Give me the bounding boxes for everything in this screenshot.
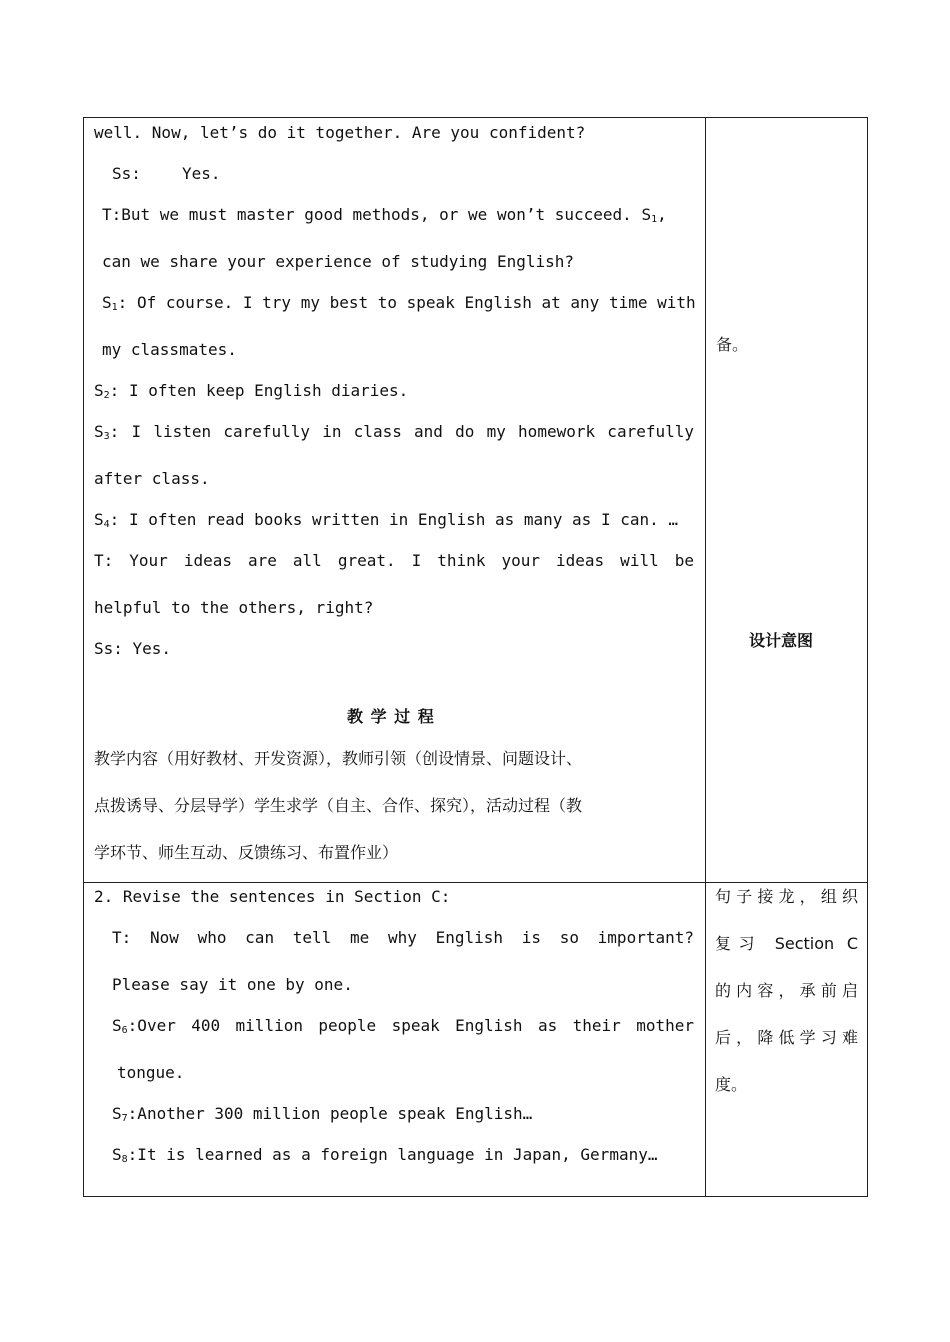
- dialogue-line: T: Now who can tell me why English is so important?: [112, 928, 694, 947]
- dialogue-line: Please say it one by one.: [112, 975, 353, 994]
- dialogue-line: can we share your experience of studying English?: [102, 252, 575, 271]
- side-note: 度。: [715, 1075, 748, 1094]
- side-note: 后，降低学习难: [715, 1028, 858, 1047]
- dialogue-line: after class.: [94, 469, 210, 488]
- dialogue-line: tongue.: [117, 1063, 185, 1082]
- dialogue-line: helpful to the others, right?: [94, 598, 374, 617]
- side-note: 备。: [716, 335, 749, 354]
- dialogue-line: well. Now, let’s do it together. Are you confident?: [94, 123, 586, 142]
- side-note: 复习 Section C: [715, 934, 858, 953]
- row-divider: [84, 882, 867, 883]
- dialogue-line: $S_8:It$ is learned as a foreign language in Japan, Germany…: [112, 1145, 658, 1165]
- dialogue-line: $S_7:Another$ 300 million people speak English…: [112, 1104, 533, 1124]
- dialogue-line: $S_6:Over$ 400 million people speak English as their mother: [112, 1016, 694, 1036]
- dialogue-line: T: Your ideas are all great. I think your ideas will be: [94, 551, 694, 570]
- dialogue-line: $S_1$: Of course. I try my best to speak English at any time with: [102, 293, 696, 313]
- dialogue-line: $S_3$: I listen carefully in class and do my homework carefully: [94, 422, 694, 442]
- dialogue-line: Yes.: [182, 164, 221, 183]
- dialogue-line: my classmates.: [102, 340, 237, 359]
- column-divider: [705, 118, 706, 1196]
- speaker-label: Ss:: [112, 164, 141, 183]
- dialogue-line: $S_4$: I often read books written in English as many as I can. …: [94, 510, 679, 530]
- dialogue-line: Ss: Yes.: [94, 639, 172, 658]
- dialogue-line: $S_2$: I often keep English diaries.: [94, 381, 409, 401]
- side-note: 的内容，承前启: [715, 981, 858, 1000]
- process-description: 学环节、师生互动、反馈练习、布置作业）: [94, 843, 399, 862]
- process-title: 教 学 过 程: [347, 707, 435, 726]
- process-description: 点拨诱导、分层导学）学生求学（自主、合作、探究），活动过程（教: [94, 796, 583, 815]
- section-heading: 2. Revise the sentences in Section C:: [94, 887, 451, 906]
- design-intent-header: 设计意图: [749, 631, 814, 650]
- process-description: 教学内容（用好教材、开发资源），教师引领（创设情景、问题设计、: [94, 749, 583, 768]
- dialogue-line: T:But we must master good methods, or we won’t succeed. $S_1$,: [102, 205, 667, 225]
- side-note: 句子接龙，组织: [715, 887, 858, 906]
